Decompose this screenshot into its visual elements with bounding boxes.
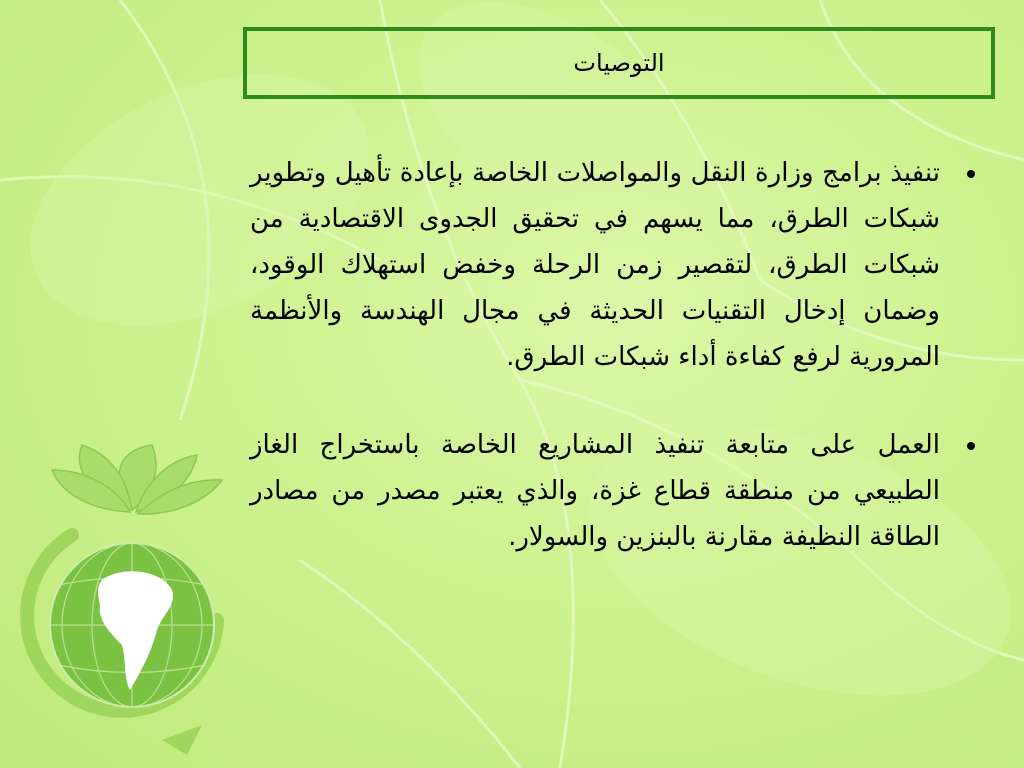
bullet-text: تنفيذ برامج وزارة النقل والمواصلات الخاصة بإعادة تأهيل وتطوير شبكات الطرق، مما يسهم في تحقيق الجدوى الاقتصادية من شبكات الطرق، لتقصير زمن الرحلة وخفض استهلاك الوقود، وضمان إدخال التقنيات الحديثة في مجال الهندسة والأنظمة المرورية لرفع كفاءة أداء شبكات الطرق. [250,158,940,372]
bullet-text: العمل على متابعة تنفيذ المشاريع الخاصة باستخراج الغاز الطبيعي من منطقة قطاع غزة، والذي يعتبر مصدر من مصادر الطاقة النظيفة مقارنة بالبنزين والسولار. [250,430,940,552]
globe-with-leaves-icon [12,440,252,760]
bullet-dot-icon [967,442,975,450]
bullet-list [250,150,1000,560]
title-box [243,27,995,99]
bullet-item [250,150,1000,380]
slide-title: التوصيات [573,49,665,77]
bullet-dot-icon [967,170,975,178]
bullet-item [250,422,1000,560]
